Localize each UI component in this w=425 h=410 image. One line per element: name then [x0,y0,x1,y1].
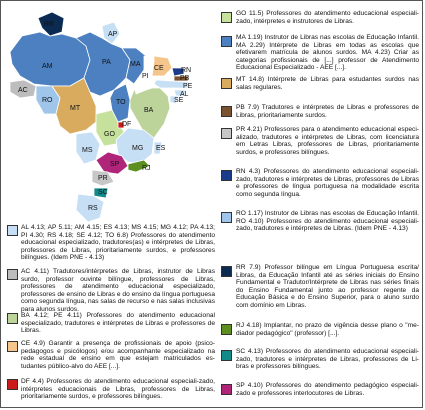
legend-text-go: GO 11.5) Professores do atendimento educacional especiali-zado, intérpretes e instrutores de Libras. [236,10,419,25]
state-label-mt: MT [70,105,81,112]
state-label-pa: PA [102,59,111,66]
legend-text-rr: RR 7.9) Professor bilíngue em Língua Portuguesa escrita/ Libras, da Educação Infantil até as séries iniciais do Ensino Fundamental e Tradutor/Intérprete de Libras nas séries finais do Ensino Fundamental junto ao professor regente da Educação Básica e do Ensino Superior, para o aluno surdo com domínio em Libras. [236,264,419,309]
state-label-ro: RO [42,97,53,104]
state-label-ce: CE [154,65,164,72]
legend-text-ro: RO 1.17) Instrutor de Libras nas escolas de Educação Infantil. RO 4.10) Professores do atendimento educacional especiali-zado, tradutores e intérpretes de Libras. (Idem PNE - 4.13) [236,210,419,233]
legend-swatch-ma [221,36,232,47]
legend-text-ba: BA 4.12; PE 4.11) Professores do atendimento educacional especializado, tradutores e intérpretes de Libras e professores de Libras. [21,312,215,335]
legend-swatch-al [7,225,18,236]
state-label-am: AM [42,63,53,70]
state-label-df: DF [122,121,132,128]
state-label-rr: RR [44,21,55,28]
legend-swatch-ba [7,313,18,324]
state-label-pe: PE [183,83,193,90]
state-label-go: GO [104,131,115,138]
legend-swatch-rr [221,266,232,277]
state-label-rs: RS [88,205,98,212]
state-label-pi: PI [142,73,149,80]
legend-text-df: DF 4.4) Professores do atendimento educacional especiali-zado, intérpretes educacionais de Libras, professores de Libras, prioritariamente surdos, e professores bilíngues. [21,378,215,401]
state-label-mg: MG [132,145,144,152]
state-label-pr: PR [98,175,108,182]
legend-swatch-sc [221,350,232,361]
legend-text-rj: RJ 4.18) Implantar, no prazo de vigência desse plano o "me-diador pedagógico" (professor) [...]. [236,322,419,337]
state-label-ap: AP [108,31,118,38]
legend-text-ac: AC 4.11) Tradutores/intérpretes de Libras, instrutor de Libras surdo, professor ouvinte bilíngue, professores de Libras, professores de atendimento educacional especializado, professores de ensino de Libras e do ensino da língua portuguesa como segunda língua, nas salas de recurso e nas salas inclusivas para alunos surdos. [21,268,215,313]
legend-swatch-rj [221,324,232,335]
state-label-ma: MA [130,61,141,68]
legend-text-sp: SP 4.10) Professores do atendimento pedagógico especiali-zado e professores interlocutores de Libras. [236,382,419,397]
state-label-rj: RJ [142,165,151,172]
state-label-to: TO [116,99,126,106]
legend-swatch-mt [221,78,232,89]
legend-swatch-sp [221,384,232,395]
state-label-ba: BA [144,107,154,114]
legend-swatch-rn [221,170,232,181]
legend-text-mt: MT 14.8) Intérprete de Libras para estudantes surdos nas salas regulares. [236,76,419,91]
state-label-ac: AC [18,87,28,94]
state-label-sc: SC [98,189,108,196]
state-label-al: AL [180,91,189,98]
legend-swatch-df [7,379,18,390]
legend-text-pr: PR 4.21) Professores para o atendimento educacional especi-alizado, tradutores e intérpretes de Libras, com licenciatura em Letras Libras, professores de Libras, prioritariamente surdos, e professores bilíngues. [236,126,419,156]
legend-swatch-go [221,12,232,23]
legend-text-ce: CE 4.9) Garantir a presença de profissionais de apoio (psico-pedagogos e psicólogos) e/ou acompanhante especializado na rede estadual de ensino em que estejam matriculados es-tudantes público-alvo do AEE [...]. [21,340,215,370]
legend-swatch-ac [7,269,18,280]
legend-text-ma: MA 1.19) Instrutor de Libras nas escolas de Educação Infantil. MA 2.29) Intérprete de Libras em todas as escolas que efetivarem matrícula de alunos surdos. MA 4.23) Criar as categorias profissionais de [...] professor de Atendimento Educacional Especializado - AEE [...]. [236,34,419,72]
legend-text-al: AL 4.13; AP 5.11; AM 4.15; ES 4.13; MS 4.15; MG 4.12; PA 4.13; PI 4.30; RS 4.18; SE 4.12; TO 6.8) Professores do atendimento educacional especializado, tradutores(as) e intérpretes de Libras, professores de Libras, prioritariamente surdos, e professores bilíngues. (Idem PNE - 4.13) [21,224,215,262]
state-label-pb: PB [180,75,190,82]
legend-text-rn: RN 4.3) Professores do atendimento educacional especiali-zado, tradutores e intérpretes de Libras, professores de Libras e professores de língua portuguesa na modalidade escrita como segunda língua. [236,168,419,198]
state-label-sp: SP [110,161,120,168]
state-label-se: SE [174,97,184,104]
legend-text-sc: SC 4.13) Professores do atendimento educacional especiali-zado, tradutores e intérpretes de Libras, professores de Li-bras e professores bilíngues. [236,348,419,371]
legend-swatch-ce [7,341,18,352]
legend-swatch-ro [221,212,232,223]
legend-swatch-pr [221,128,232,139]
state-label-ms: MS [82,147,93,154]
state-label-rn: RN [181,67,192,74]
brazil-map [4,4,216,222]
legend-swatch-pb [221,106,232,117]
state-label-es: ES [156,145,166,152]
legend-text-pb: PB 7.9) Tradutores e intérpretes de Libras e professores de Libras, prioritariamente surdos. [236,104,419,119]
